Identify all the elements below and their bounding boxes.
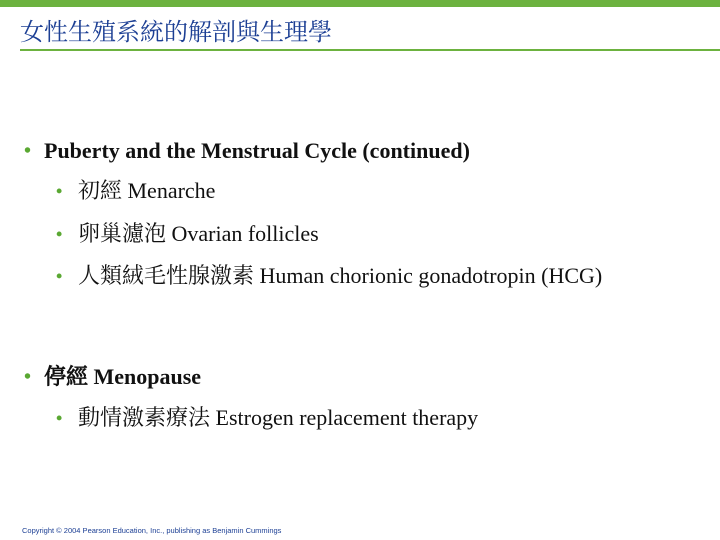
top-accent-bar bbox=[0, 0, 720, 7]
list-item-estrogen-therapy bbox=[56, 405, 668, 431]
list-item-menarche bbox=[56, 178, 668, 204]
item-text: 人類絨毛性腺激素 Human chorionic gonadotropin (HCG) bbox=[78, 263, 603, 288]
bullet-icon: • bbox=[56, 266, 63, 286]
bullet-icon: • bbox=[56, 408, 63, 428]
slide-title: 女性生殖系統的解剖與生理學 bbox=[20, 18, 332, 46]
item-text: 初經 Menarche bbox=[78, 178, 216, 203]
title-divider bbox=[20, 49, 720, 51]
bullet-icon: • bbox=[56, 224, 63, 244]
section-heading-puberty bbox=[24, 138, 470, 164]
item-text: 卵巢濾泡 Ovarian follicles bbox=[78, 221, 319, 246]
list-item-ovarian-follicles bbox=[56, 221, 668, 247]
bullet-icon: • bbox=[24, 366, 32, 388]
item-text: 動情激素療法 Estrogen replacement therapy bbox=[78, 405, 479, 430]
bullet-icon: • bbox=[24, 140, 32, 162]
bullet-icon: • bbox=[56, 181, 63, 201]
copyright-footer: Copyright © 2004 Pearson Education, Inc., publishing as Benjamin Cummings bbox=[22, 526, 282, 535]
heading-text: 停經 Menopause bbox=[44, 364, 202, 389]
list-item-hcg bbox=[56, 263, 668, 289]
section-heading-menopause bbox=[24, 364, 201, 390]
heading-text: Puberty and the Menstrual Cycle (continued) bbox=[44, 138, 470, 163]
